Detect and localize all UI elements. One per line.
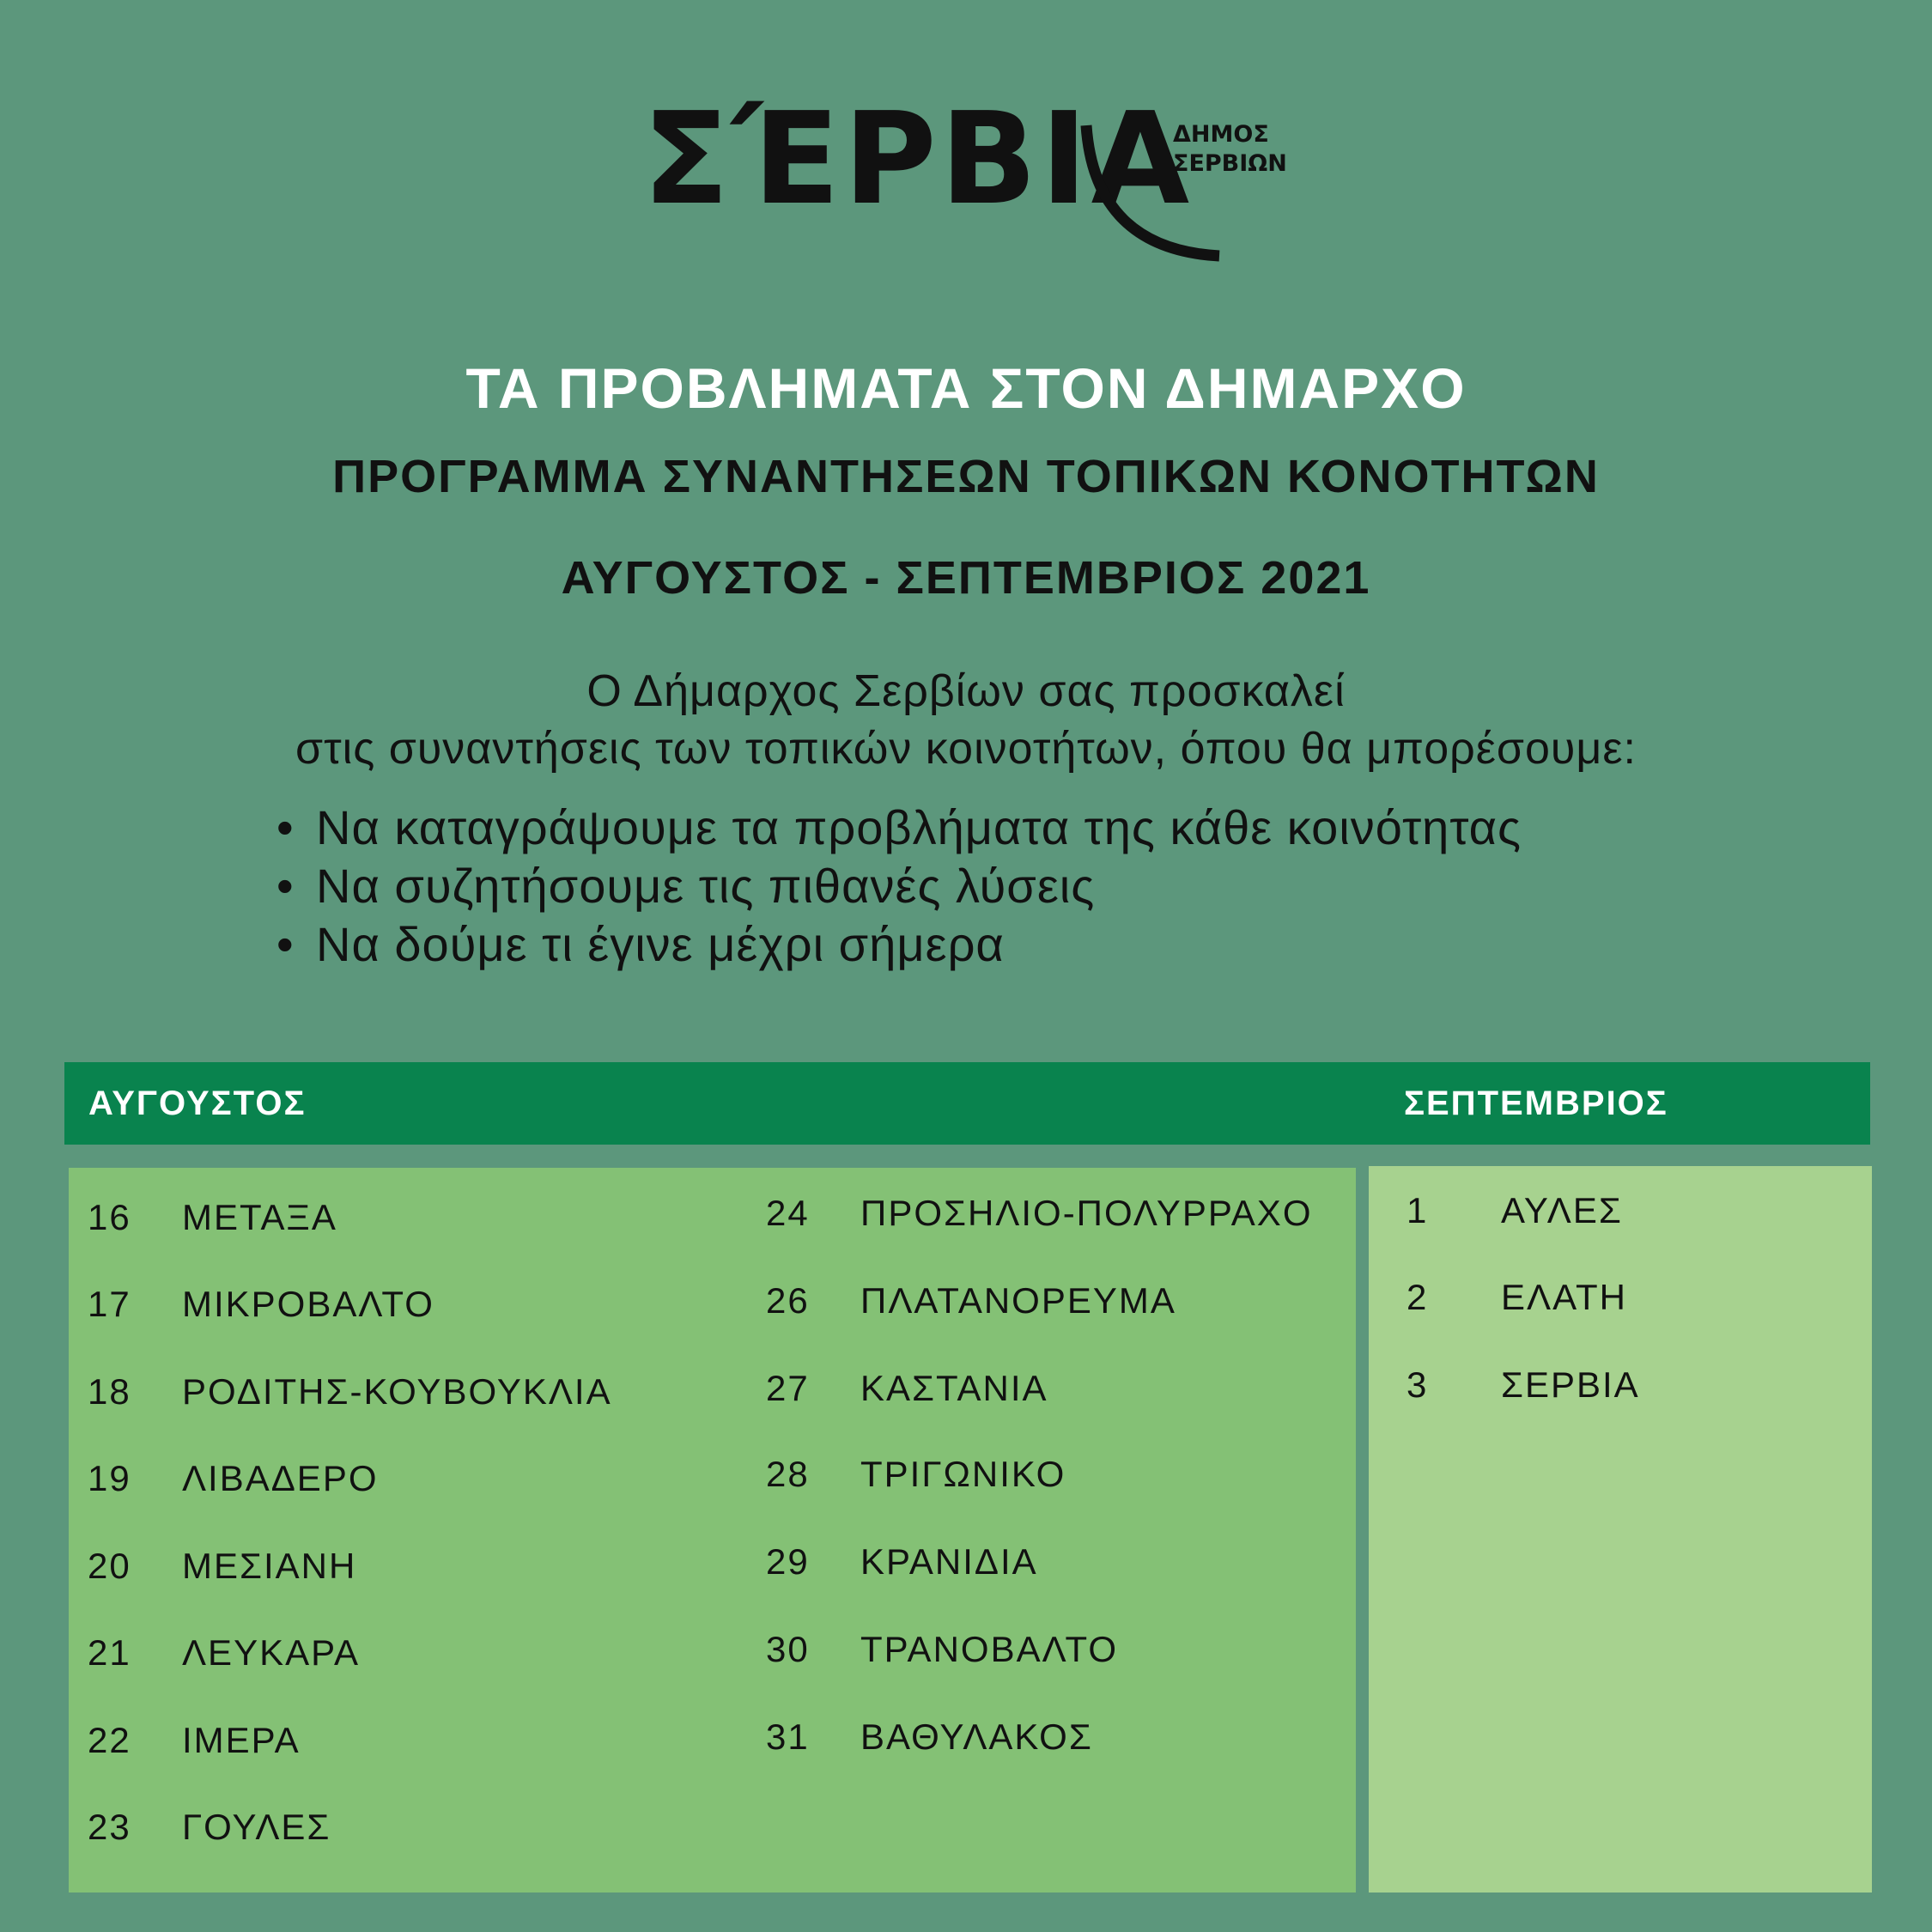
- bullet-icon: •: [276, 859, 295, 913]
- schedule-day: 31: [766, 1716, 810, 1757]
- logo-municipality-name: [1173, 120, 1345, 179]
- intro-line-1: Ο Δήμαρχος Σερβίων σας προσκαλεί: [586, 666, 1346, 716]
- schedule-place: ΒΑΘΥΛΑΚΟΣ: [860, 1716, 1093, 1757]
- schedule-place: ΑΥΛΕΣ: [1501, 1190, 1623, 1230]
- schedule-day: 23: [88, 1807, 131, 1847]
- schedule-day: 2: [1406, 1277, 1429, 1317]
- schedule-place: ΜΙΚΡΟΒΑΛΤΟ: [182, 1284, 434, 1324]
- schedule-place: ΓΟΥΛΕΣ: [182, 1807, 331, 1847]
- schedule-period: ΑΥΓΟΥΣΤΟΣ - ΣΕΠΤΕΜΒΡΙΟΣ 2021: [561, 552, 1371, 604]
- schedule-place: ΕΛΑΤΗ: [1501, 1277, 1627, 1317]
- schedule-day: 20: [88, 1546, 131, 1586]
- schedule-day: 16: [88, 1197, 131, 1237]
- month-label-august: ΑΥΓΟΥΣΤΟΣ: [88, 1084, 307, 1122]
- schedule-place: ΜΕΤΑΞΑ: [182, 1197, 337, 1237]
- schedule-place: ΣΕΡΒΙΑ: [1501, 1364, 1640, 1405]
- schedule-day: 24: [766, 1193, 810, 1233]
- schedule-place: ΡΟΔΙΤΗΣ-ΚΟΥΒΟΥΚΛΙΑ: [182, 1371, 612, 1412]
- intro-line-2: στις συναντήσεις των τοπικών κοινοτήτων, όπου θα μπορέσουμε:: [295, 724, 1637, 774]
- schedule-place: ΙΜΕΡΑ: [182, 1720, 301, 1760]
- goal-text: Να καταγράψουμε τα προβλήματα της κάθε κοινότητας: [316, 800, 1522, 854]
- goal-text: Να δούμε τι έγινε μέχρι σήμερα: [316, 917, 1005, 971]
- schedule-day: 1: [1406, 1190, 1429, 1230]
- schedule-place: ΠΡΟΣΗΛΙΟ-ΠΟΛΥΡΡΑΧΟ: [860, 1193, 1313, 1233]
- schedule-place: ΠΛΑΤΑΝΟΡΕΥΜΑ: [860, 1280, 1176, 1321]
- goal-item: [276, 915, 1522, 974]
- logo-wordmark: ΣΈΡΒΙΑ: [642, 85, 1194, 233]
- goal-item: [276, 857, 1522, 915]
- schedule-day: 27: [766, 1368, 810, 1408]
- schedule-place: ΚΡΑΝΙΔΙΑ: [860, 1541, 1038, 1582]
- september-schedule-panel: [1369, 1166, 1872, 1893]
- schedule-header-bar: [64, 1062, 1870, 1145]
- schedule-day: 26: [766, 1280, 810, 1321]
- intro-text: [0, 663, 1932, 778]
- logo-municipality-line2: ΣΕΡΒΙΩΝ: [1173, 150, 1287, 177]
- schedule-day: 3: [1406, 1364, 1429, 1405]
- schedule-place: ΤΡΙΓΩΝΙΚΟ: [860, 1454, 1066, 1494]
- schedule-day: 22: [88, 1720, 131, 1760]
- schedule-place: ΛΙΒΑΔΕΡΟ: [182, 1458, 379, 1498]
- schedule-place: ΛΕΥΚΑΡΑ: [182, 1632, 361, 1673]
- schedule-place: ΜΕΣΙΑΝΗ: [182, 1546, 357, 1586]
- schedule-day: 21: [88, 1632, 131, 1673]
- bullet-icon: •: [276, 800, 295, 854]
- schedule-day: 30: [766, 1629, 810, 1669]
- month-label-september: ΣΕΠΤΕΜΒΡΙΟΣ: [1404, 1084, 1668, 1122]
- schedule-day: 18: [88, 1371, 131, 1412]
- page-title: ΤΑ ΠΡΟΒΛΗΜΑΤΑ ΣΤΟΝ ΔΗΜΑΡΧΟ: [465, 356, 1467, 420]
- schedule-place: ΚΑΣΤΑΝΙΑ: [860, 1368, 1048, 1408]
- schedule-day: 17: [88, 1284, 131, 1324]
- bullet-icon: •: [276, 917, 295, 971]
- goal-text: Να συζητήσουμε τις πιθανές λύσεις: [316, 859, 1096, 913]
- august-schedule-panel: [69, 1168, 1356, 1893]
- schedule-place: ΤΡΑΝΟΒΑΛΤΟ: [860, 1629, 1119, 1669]
- schedule-day: 19: [88, 1458, 131, 1498]
- schedule-day: 29: [766, 1541, 810, 1582]
- goal-item: [276, 799, 1522, 857]
- goals-list: [276, 799, 1522, 974]
- logo-municipality-line1: ΔΗΜΟΣ: [1173, 121, 1269, 148]
- page-subtitle: ΠΡΟΓΡΑΜΜΑ ΣΥΝΑΝΤΗΣΕΩΝ ΤΟΠΙΚΩΝ ΚΟΝΟΤΗΤΩΝ: [332, 451, 1600, 502]
- schedule-day: 28: [766, 1454, 810, 1494]
